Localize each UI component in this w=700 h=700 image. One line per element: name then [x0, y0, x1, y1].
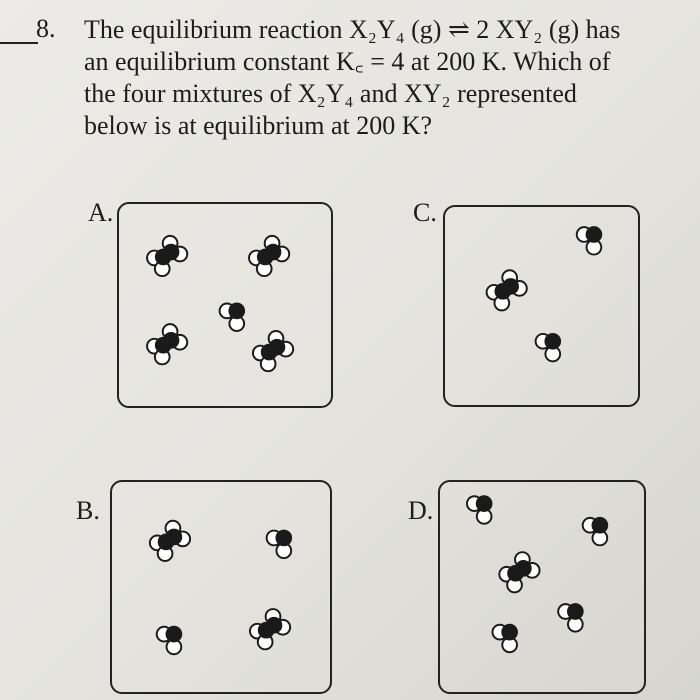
- option-c-label: C.: [413, 198, 437, 227]
- option-a-label: A.: [88, 198, 114, 227]
- x-atom: [164, 245, 179, 260]
- molecule-diagram: [112, 482, 330, 692]
- x-atom: [276, 531, 291, 546]
- molecule-diagram: [119, 204, 331, 406]
- xy2-molecule: [558, 604, 583, 631]
- option-b-label: B.: [76, 496, 100, 525]
- x2y4-molecule: [253, 331, 293, 371]
- x-atom: [568, 604, 583, 619]
- xy2-molecule: [157, 627, 182, 654]
- x2y4-molecule: [147, 324, 187, 364]
- x-atom: [164, 333, 179, 348]
- x-atom: [229, 304, 244, 319]
- x-atom: [593, 518, 608, 533]
- molecule-diagram: [445, 207, 638, 405]
- x-atom: [502, 625, 517, 640]
- x-atom: [545, 334, 560, 349]
- xy2-molecule: [583, 518, 608, 545]
- option-d-box: [438, 480, 646, 694]
- option-c-box: [443, 205, 640, 407]
- molecule-diagram: [440, 482, 644, 692]
- x2y4-molecule: [249, 236, 289, 276]
- xy2-molecule: [467, 496, 492, 523]
- x2y4-molecule: [147, 236, 187, 276]
- x-atom: [516, 561, 531, 576]
- option-a-box: [117, 202, 333, 408]
- x-atom: [267, 618, 282, 633]
- x-atom: [270, 340, 285, 355]
- x2y4-molecule: [150, 521, 190, 561]
- xy2-molecule: [492, 625, 517, 652]
- question-text: [84, 14, 696, 142]
- question-line: the four mixtures of X₂Y₄ and XY₂ represented: [84, 79, 577, 108]
- question-line: The equilibrium reaction X₂Y₄ (g) ⇌ 2 XY₂ (g) has: [84, 15, 621, 44]
- xy2-molecule: [577, 227, 601, 254]
- x-atom: [587, 227, 602, 242]
- x2y4-molecule: [250, 609, 290, 649]
- x-atom: [266, 245, 281, 260]
- option-b-box: [110, 480, 332, 694]
- x2y4-molecule: [487, 270, 527, 310]
- x-atom: [167, 627, 182, 642]
- x2y4-molecule: [499, 552, 539, 592]
- x-atom: [167, 530, 182, 545]
- question-number: 8.: [36, 14, 56, 43]
- answer-blank: [0, 42, 38, 44]
- x-atom: [503, 279, 518, 294]
- xy2-molecule: [536, 334, 560, 361]
- xy2-molecule: [220, 304, 245, 331]
- question-line: an equilibrium constant K꜀ = 4 at 200 K. Which of: [84, 47, 611, 76]
- question-line: below is at equilibrium at 200 K?: [84, 111, 433, 140]
- option-d-label: D.: [408, 496, 434, 525]
- xy2-molecule: [267, 531, 292, 558]
- x-atom: [477, 496, 492, 511]
